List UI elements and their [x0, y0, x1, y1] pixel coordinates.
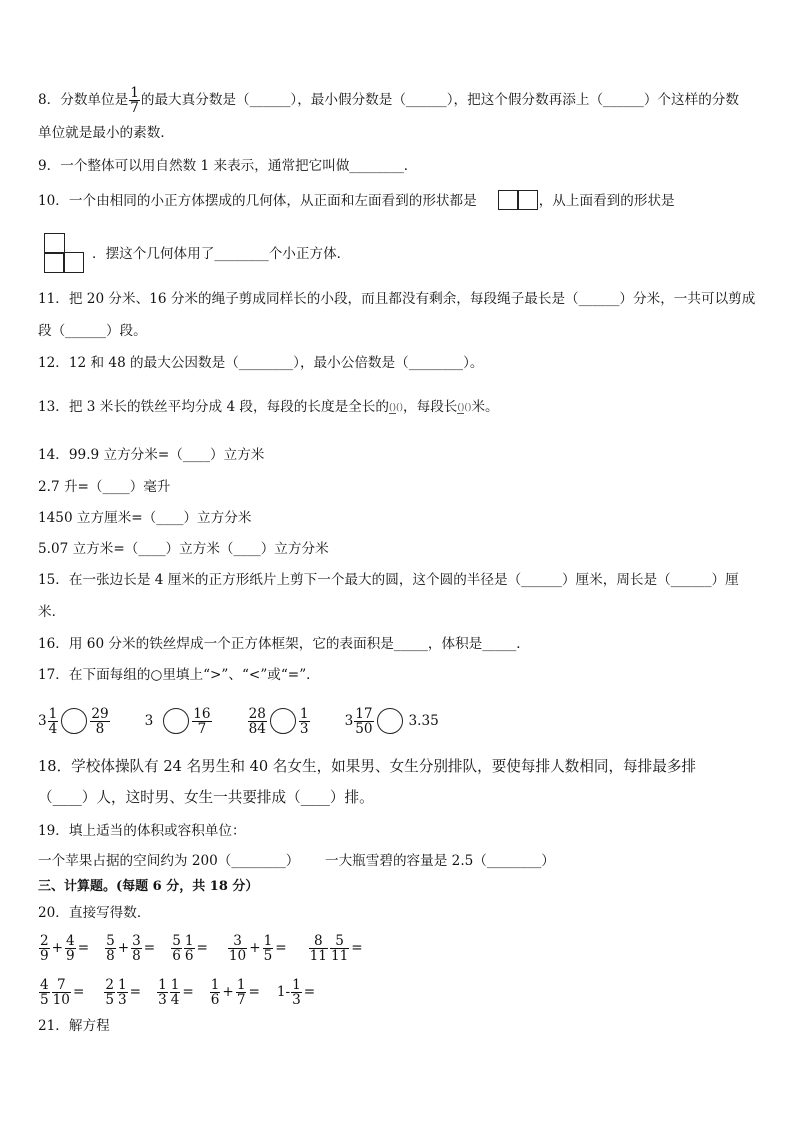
comparison-group-3: $\frac{28}{84}$ $\frac{1}{3}$ [248, 705, 309, 737]
fraction: $\frac{1}{4}$ [170, 976, 180, 1008]
arithmetic-expression: 1- $\frac{1}{3}$ = [276, 976, 316, 1008]
q20-row-2 [38, 974, 316, 1010]
comparison-group-2: 3 $\frac{16}{7}$ [144, 705, 211, 737]
arithmetic-expression: $\frac{5}{6}$ $\frac{1}{6}$ = [172, 932, 208, 964]
question-18: 18．学校体操队有 24 名男生和 40 名女生，如果男、女生分别排队，要使每排人数相同，每排最多排 [38, 758, 697, 775]
compare-circle[interactable] [270, 708, 296, 734]
q20-row-1 [38, 930, 364, 966]
question-9: 9．一个整体可以用自然数 1 来表示，通常把它叫做________． [38, 158, 418, 174]
arithmetic-expression: $\frac{2}{5}$ $\frac{1}{3}$ = [105, 976, 142, 1008]
q8-text-a: 8．分数单位是 [38, 92, 129, 108]
question-10 [38, 191, 675, 211]
question-18-cont: （____）人，这时男、女生一共要排成（____）排。 [38, 789, 374, 806]
q13-text-a: 13．把 3 米长的铁丝平均分成 4 段，每段的长度是全长的 [38, 399, 389, 415]
fraction: $\frac{5}{6}$ [172, 932, 181, 964]
fraction: $\frac{7}{10}$ [52, 976, 70, 1008]
fraction: $\frac{1}{6}$ [184, 932, 194, 964]
fraction: $\frac{2}{5}$ [105, 976, 115, 1008]
front-view-figure [498, 190, 538, 210]
q8-fraction: $\frac{1}{7}$ [130, 85, 139, 116]
question-10-cont: ．摆这个几何体用了________个小正方体． [92, 246, 351, 262]
fraction: $\frac{5}{11}$ [330, 932, 349, 964]
arithmetic-expression: $\frac{4}{5}$ $\frac{7}{10}$ = [40, 976, 85, 1008]
fraction: $\frac{3}{8}$ [132, 932, 141, 964]
q10-text-a: 10．一个由相同的小正方体摆成的几何体，从正面和左面看到的形状都是 [38, 193, 477, 209]
arithmetic-expression: $\frac{2}{9}$ + $\frac{4}{9}$ = [40, 932, 90, 964]
fraction: $\frac{4}{5}$ [40, 976, 49, 1008]
question-11: 11．把 20 分米、16 分米的绳子剪成同样长的小段，而且都没有剩余，每段绳子最长是（______）分米，一共可以剪成 [38, 291, 756, 307]
q10-text-b: ，从上面看到的形状是 [538, 193, 675, 209]
arithmetic-expression: $\frac{3}{10}$ + $\frac{1}{5}$ = [228, 932, 287, 964]
fraction: $\frac{3}{10}$ [228, 932, 247, 964]
question-14-line-2: 2.7 升=（____）毫升 [38, 479, 171, 495]
compare-circle[interactable] [377, 708, 403, 734]
question-19: 19．填上适当的体积或容积单位： [38, 823, 246, 839]
question-8 [38, 86, 739, 115]
arithmetic-expression: $\frac{1}{3}$ $\frac{1}{4}$ = [158, 976, 194, 1008]
question-15: 15．在一张边长是 4 厘米的正方形纸片上剪下一个最大的圆，这个圆的半径是（______）厘米，周长是（______）厘 [38, 572, 739, 588]
fraction: $\frac{5}{8}$ [106, 932, 115, 964]
arithmetic-expression: $\frac{5}{8}$ + $\frac{3}{8}$ = [106, 932, 156, 964]
fraction: $\frac{8}{11}$ [309, 932, 327, 964]
q13-blank-fraction-1[interactable]: ()() [388, 402, 404, 413]
arithmetic-expression: $\frac{1}{6}$ + $\frac{1}{7}$ = [210, 976, 260, 1008]
top-view-figure [44, 233, 84, 273]
q13-text-c: 米。 [471, 399, 499, 415]
question-12: 12．12 和 48 的最大公因数是（________），最小公倍数是（________）。 [38, 355, 484, 371]
question-14-line-3: 1450 立方厘米=（____）立方分米 [38, 510, 252, 526]
question-13 [38, 397, 499, 417]
question-19-a: 一个苹果占据的空间约为 200（________） [38, 853, 300, 869]
q13-text-b: ，每段长 [403, 399, 458, 415]
fraction: $\frac{1}{3}$ [118, 976, 127, 1008]
question-15-cont: 米． [38, 604, 66, 620]
fraction: $\frac{1}{6}$ [210, 976, 220, 1008]
q13-blank-fraction-2[interactable]: ()() [457, 402, 472, 413]
question-8-cont: 单位就是最小的素数． [38, 125, 174, 141]
compare-circle[interactable] [163, 708, 189, 734]
question-14-line-1: 14．99.9 立方分米=（____）立方米 [38, 447, 265, 463]
comparison-group-4: 3 $\frac{17}{50}$ 3.35 [344, 705, 439, 737]
question-11-cont: 段（______）段。 [38, 323, 147, 339]
comparison-group-1: 3 $\frac{1}{4}$ $\frac{29}{8}$ [38, 705, 109, 737]
fraction: $\frac{1}{3}$ [292, 976, 301, 1008]
question-17: 17．在下面每组的○里填上“>”、“<”或“=”． [38, 667, 320, 683]
question-17-comparisons [38, 704, 439, 738]
question-20: 20．直接写得数． [38, 905, 151, 921]
arithmetic-expression: $\frac{8}{11}$ $\frac{5}{11}$ = [309, 932, 363, 964]
fraction: $\frac{4}{9}$ [66, 932, 75, 964]
fraction: $\frac{2}{9}$ [40, 932, 49, 964]
question-14-line-4: 5.07 立方米=（____）立方米（____）立方分米 [38, 541, 329, 557]
question-19-b: 一大瓶雪碧的容量是 2.5（________） [325, 853, 555, 869]
fraction: $\frac{1}{5}$ [263, 932, 273, 964]
compare-circle[interactable] [61, 708, 87, 734]
fraction: $\frac{1}{3}$ [158, 976, 167, 1008]
q8-text-b: 的最大真分数是（______），最小假分数是（______），把这个假分数再添上（______）个这样的分数 [140, 92, 739, 108]
question-16: 16．用 60 分米的铁丝焊成一个正方体框架，它的表面积是_____，体积是_____． [38, 636, 530, 652]
section-3-heading: 三、计算题。(每题 6 分，共 18 分） [38, 879, 259, 894]
fraction: $\frac{1}{7}$ [236, 976, 246, 1008]
question-21: 21．解方程 [38, 1018, 110, 1034]
